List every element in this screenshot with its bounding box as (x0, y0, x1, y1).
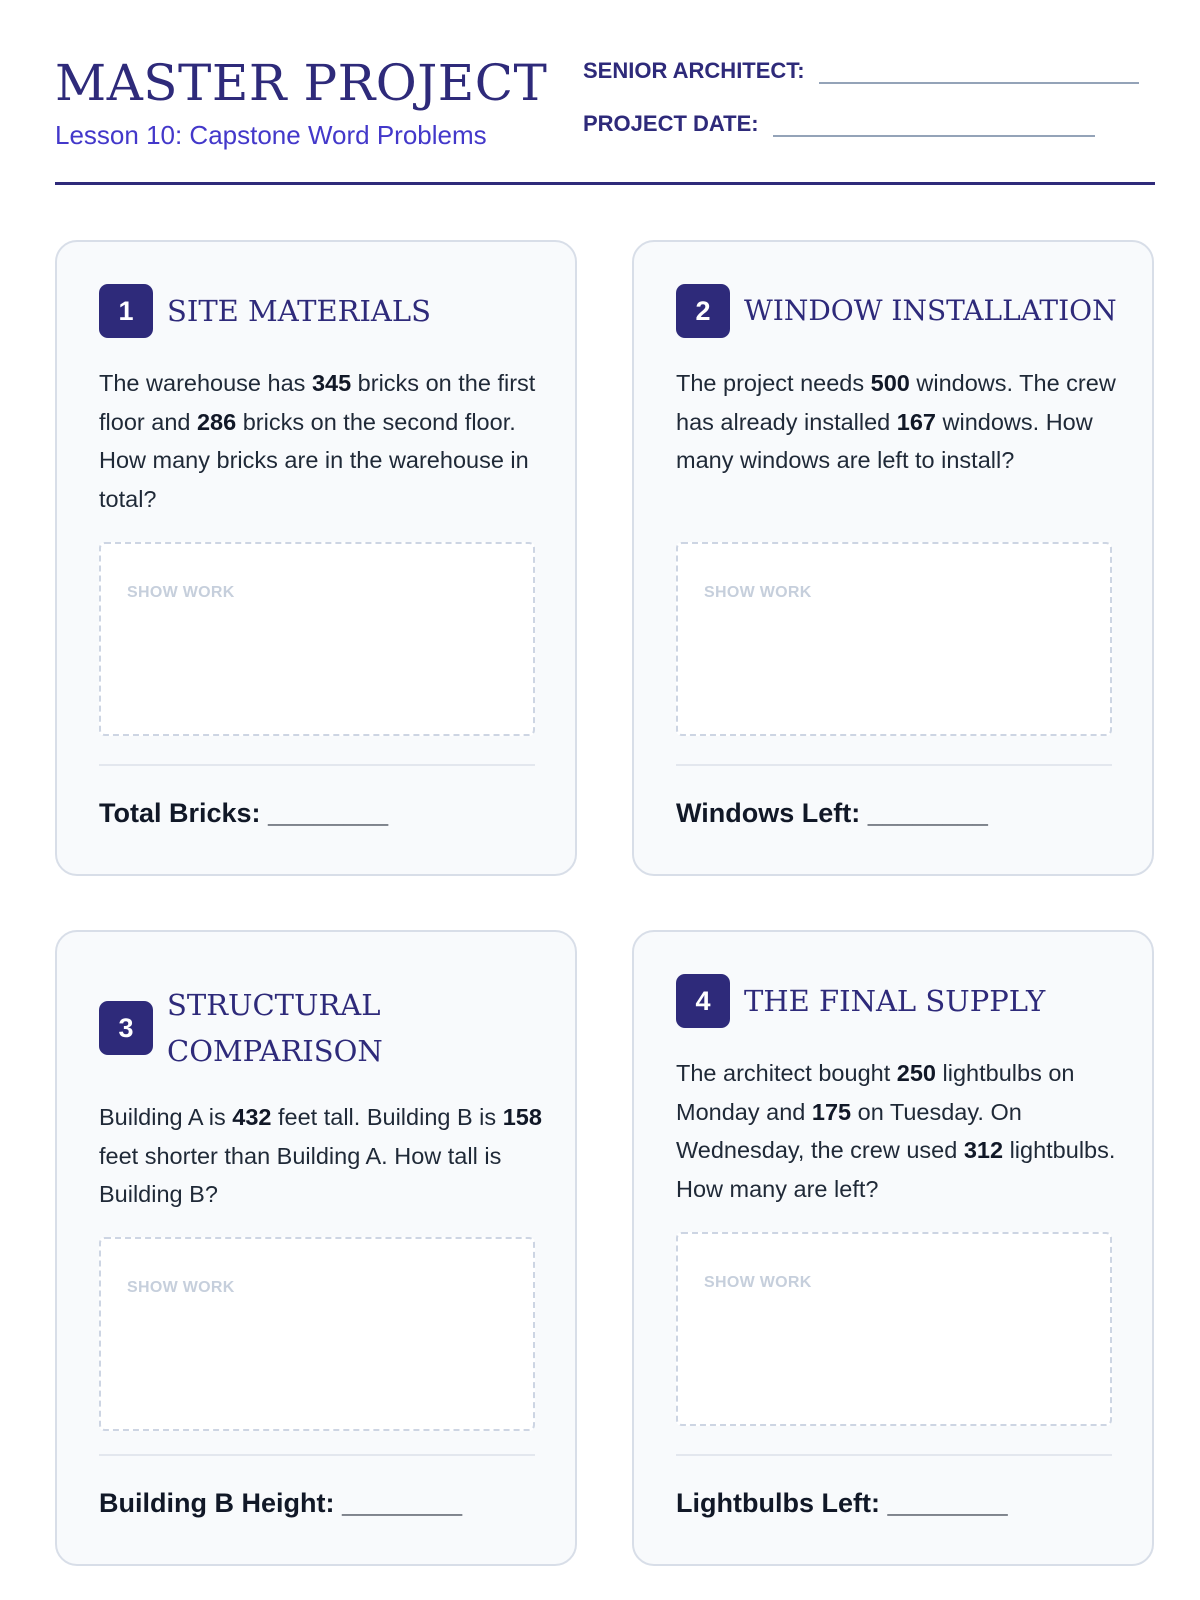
problem-text-part: The project needs (676, 370, 871, 396)
divider (676, 1454, 1112, 1456)
problem-card (632, 240, 1154, 876)
architect-label: SENIOR ARCHITECT: (583, 58, 805, 83)
card-title: THE FINAL SUPPLY (744, 984, 1046, 1018)
problem-card (632, 930, 1154, 1566)
problem-number: 250 (896, 1060, 936, 1086)
page-subtitle: Lesson 10: Capstone Word Problems (55, 120, 487, 150)
problem-text (99, 1098, 549, 1214)
page-title: MASTER PROJECT (55, 54, 548, 112)
problem-text (99, 364, 549, 518)
problem-number: 167 (896, 408, 936, 435)
worksheet-header (55, 50, 1155, 185)
architect-input-line[interactable] (819, 64, 1139, 84)
show-work-label: SHOW WORK (704, 584, 812, 601)
show-work-label: SHOW WORK (127, 584, 235, 601)
divider (676, 764, 1112, 766)
show-work-area[interactable] (676, 542, 1112, 736)
card-header (99, 980, 549, 1076)
date-field (583, 111, 1095, 137)
problem-number: 312 (963, 1137, 1004, 1163)
problem-number-badge: 4 (676, 974, 730, 1028)
problem-number: 345 (311, 370, 352, 396)
answer-line: Windows Left: ________ (676, 798, 988, 828)
answer-line: Lightbulbs Left: ________ (676, 1488, 1008, 1518)
show-work-area[interactable] (99, 542, 535, 736)
problem-number: 175 (811, 1098, 852, 1125)
problem-text-part: lightbulbs. How many are left? (676, 1137, 1116, 1202)
card-title: STRUCTURAL COMPARISON (167, 988, 383, 1068)
problem-text-part: windows. The crew has already installed (676, 370, 1116, 435)
problem-text-part: Building A is (99, 1104, 233, 1130)
divider (99, 1454, 535, 1456)
problem-number-badge: 3 (99, 1001, 153, 1055)
date-input-line[interactable] (773, 117, 1095, 137)
card-title: WINDOW INSTALLATION (744, 294, 1117, 327)
show-work-area[interactable] (99, 1237, 535, 1431)
divider (99, 764, 535, 766)
problem-text-part: lightbulbs on Monday and (676, 1060, 1075, 1125)
problem-number: 500 (870, 370, 910, 396)
problem-text-part: windows. How many windows are left to install? (676, 408, 1093, 473)
show-work-label: SHOW WORK (704, 1274, 812, 1291)
problem-text-part: on Tuesday. On Wednesday, the crew used (676, 1098, 1022, 1163)
answer-line: Total Bricks: ________ (99, 798, 389, 828)
card-header (676, 284, 1126, 338)
problem-text (676, 1054, 1126, 1208)
problem-number: 286 (196, 408, 237, 435)
date-label: PROJECT DATE: (583, 111, 759, 136)
architect-field (583, 58, 1139, 84)
problem-text-part: bricks on the second floor. How many bricks are in the warehouse in total? (99, 408, 529, 512)
problem-number-badge: 1 (99, 284, 153, 338)
problem-number: 158 (502, 1104, 542, 1130)
problem-card (55, 930, 577, 1566)
card-header (99, 284, 549, 338)
answer-line: Building B Height: ________ (99, 1488, 463, 1518)
show-work-area[interactable] (676, 1232, 1112, 1426)
card-header (676, 974, 1126, 1028)
problem-text-part: bricks on the first floor and (99, 370, 536, 435)
problem-text-part: feet shorter than Building A. How tall is Building B? (99, 1142, 502, 1207)
card-title: SITE MATERIALS (167, 294, 431, 328)
show-work-label: SHOW WORK (127, 1279, 235, 1296)
problem-text-part: The warehouse has (99, 370, 312, 396)
problem-number-badge: 2 (676, 284, 730, 338)
problem-text-part: feet tall. Building B is (271, 1104, 503, 1130)
problem-number: 432 (232, 1104, 272, 1130)
problem-card (55, 240, 577, 876)
problem-text-part: The architect bought (676, 1060, 897, 1086)
problem-text (676, 364, 1126, 480)
